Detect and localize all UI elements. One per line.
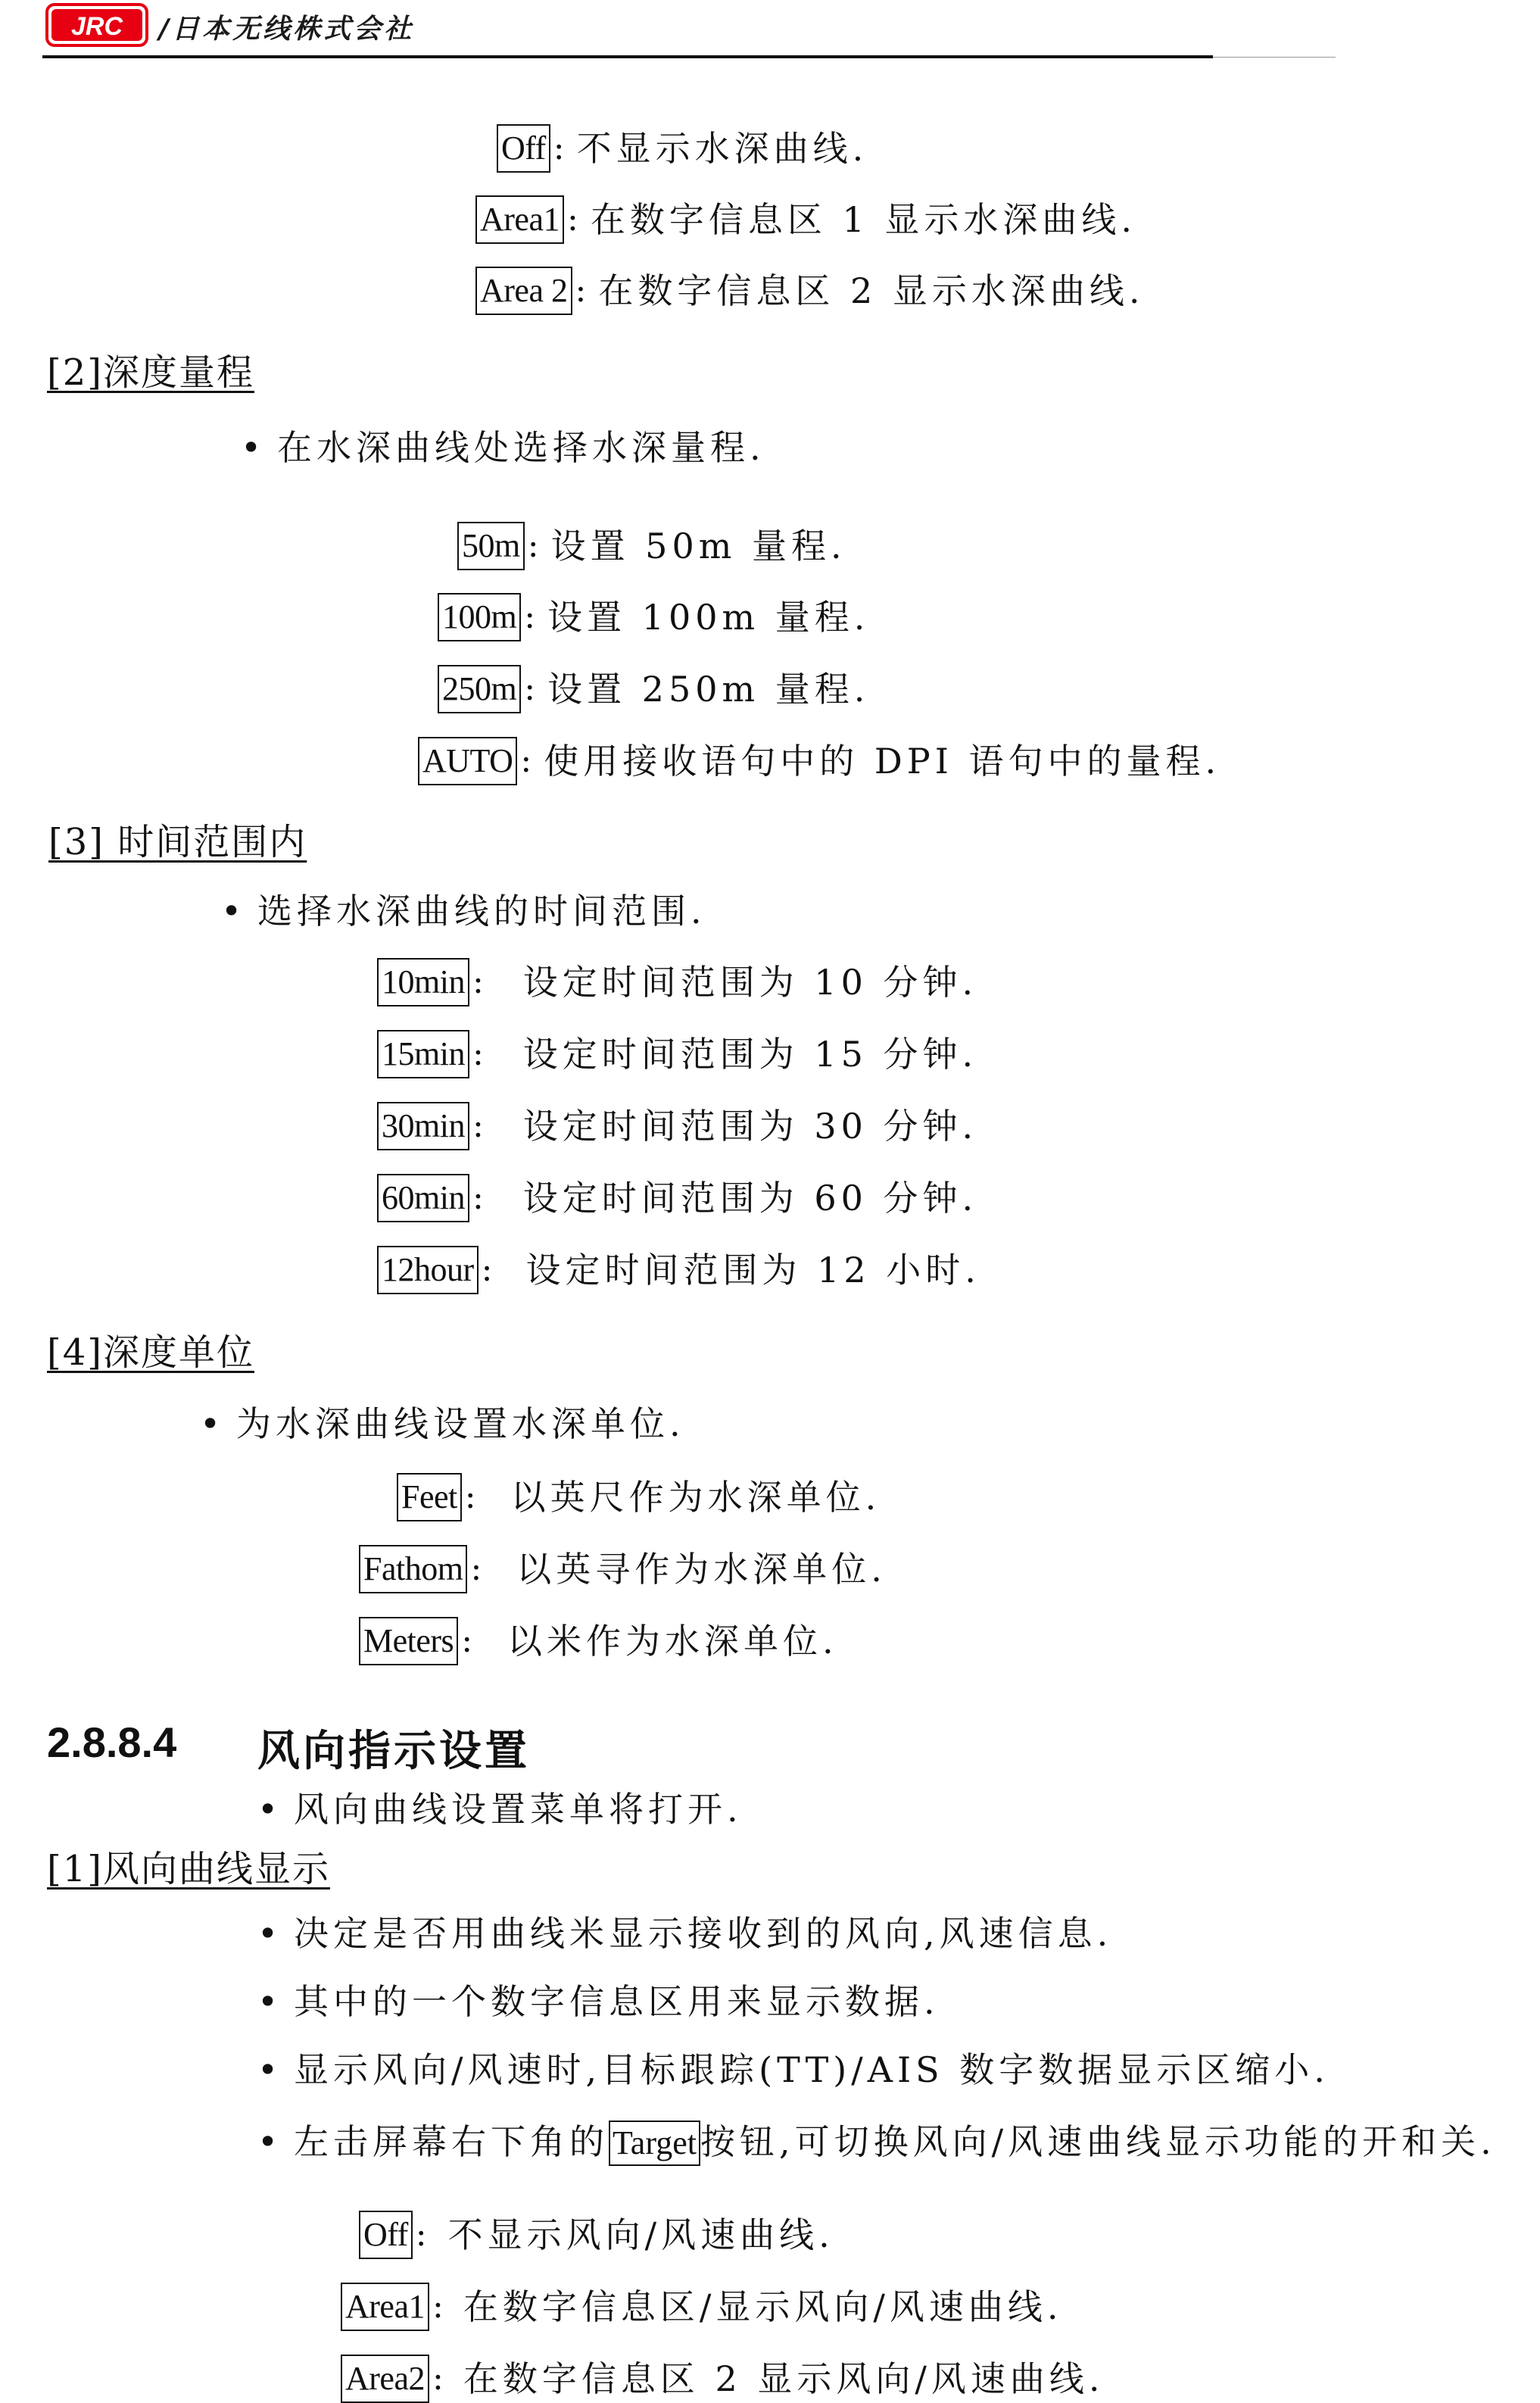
- option-desc: 在数字信息区 2 显示水深曲线.: [598, 270, 1145, 311]
- bullet-depth-range: • 在水深曲线处选择水深量程.: [241, 427, 765, 468]
- option-row: Off : 不显示水深曲线.: [497, 125, 868, 172]
- option-desc: 以英尺作为水深单位.: [510, 1477, 881, 1518]
- option-row: 250m : 设置 250m 量程.: [438, 666, 869, 713]
- option-key: AUTO: [418, 737, 517, 785]
- option-desc: 不显示风向/风速曲线.: [447, 2214, 834, 2255]
- option-row: Area 2 : 在数字信息区 2 显示水深曲线.: [475, 267, 1144, 314]
- option-key: Off: [359, 2211, 413, 2259]
- option-desc: 设定时间范围为 15 分钟.: [522, 1034, 978, 1075]
- option-key: 250m: [438, 665, 521, 713]
- bullet-depth-unit: • 为水深曲线设置水深单位.: [200, 1403, 685, 1444]
- heading-depth-unit: [4]深度单位: [47, 1331, 254, 1374]
- option-row: Feet : 以英尺作为水深单位.: [397, 1474, 881, 1521]
- option-row: 100m : 设置 100m 量程.: [438, 594, 869, 641]
- bullet-wind-1: • 决定是否用曲线米显示接收到的风向,风速信息.: [257, 1913, 1113, 1954]
- option-desc: 设置 250m 量程.: [547, 669, 870, 710]
- bullet-wind-intro: • 风向曲线设置菜单将打开.: [257, 1789, 743, 1830]
- option-key: Area1: [475, 195, 564, 244]
- option-desc: 设定时间范围为 60 分钟.: [522, 1178, 978, 1219]
- company-name: /日本无线株式会社: [159, 14, 415, 45]
- option-desc: 设定时间范围为 10 分钟.: [522, 962, 978, 1003]
- option-desc: 设定时间范围为 12 小时.: [525, 1250, 980, 1290]
- section-number: 2.8.8.4: [47, 1718, 177, 1766]
- heading-depth-range: [2]深度量程: [47, 351, 254, 394]
- option-key: 100m: [438, 593, 521, 641]
- option-row: AUTO : 使用接收语句中的 DPI 语句中的量程.: [418, 738, 1220, 785]
- option-row: 50m : 设置 50m 量程.: [457, 523, 846, 570]
- option-desc: 在数字信息区 1 显示水深曲线.: [590, 199, 1136, 240]
- option-desc: 在数字信息区/显示风向/风速曲线.: [463, 2286, 1063, 2327]
- option-row: Off : 不显示风向/风速曲线.: [359, 2211, 834, 2258]
- option-desc: 在数字信息区 2 显示风向/风速曲线.: [463, 2358, 1105, 2399]
- option-key: 15min: [377, 1030, 469, 1078]
- option-key: 50m: [457, 522, 525, 570]
- jrc-logo: [45, 3, 148, 47]
- option-desc: 设定时间范围为 30 分钟.: [522, 1106, 978, 1147]
- option-key: 30min: [377, 1102, 469, 1150]
- option-desc: 不显示水深曲线.: [576, 128, 868, 169]
- option-key: 10min: [377, 958, 469, 1006]
- option-row: 12hour : 设定时间范围为 12 小时.: [377, 1247, 980, 1294]
- option-row: 60min : 设定时间范围为 60 分钟.: [377, 1175, 977, 1222]
- option-row: 30min : 设定时间范围为 30 分钟.: [377, 1103, 977, 1150]
- option-key: Area 2: [475, 267, 572, 315]
- header-divider: [42, 55, 1213, 58]
- option-row: 10min : 设定时间范围为 10 分钟.: [377, 959, 977, 1006]
- section-title: 风向指示设置: [257, 1727, 530, 1776]
- option-row: Area1 : 在数字信息区 1 显示水深曲线.: [475, 196, 1136, 243]
- option-key: 12hour: [377, 1246, 479, 1294]
- option-key: Area1: [341, 2283, 429, 2331]
- option-desc: 以英寻作为水深单位.: [516, 1549, 887, 1590]
- bullet-wind-3: • 显示风向/风速时,目标跟踪(TT)/AIS 数字数据显示区缩小.: [257, 2049, 1330, 2090]
- logo-text: JRC: [70, 12, 123, 41]
- bullet-time-range: • 选择水深曲线的时间范围.: [221, 891, 706, 932]
- option-row: Fathom : 以英寻作为水深单位.: [359, 1546, 887, 1593]
- bullet-wind-4: • 左击屏幕右下角的 Target 按钮,可切换风向/风速曲线显示功能的开和关.: [257, 2121, 1496, 2166]
- option-desc: 设置 100m 量程.: [547, 597, 870, 638]
- option-key: Off: [497, 124, 550, 173]
- option-row: Meters : 以米作为水深单位.: [359, 1618, 838, 1665]
- option-key: Meters: [359, 1617, 458, 1665]
- heading-time-range: [3] 时间范围内: [48, 821, 307, 863]
- option-desc: 以米作为水深单位.: [507, 1621, 838, 1662]
- option-desc: 设置 50m 量程.: [550, 526, 846, 566]
- option-desc: 使用接收语句中的 DPI 语句中的量程.: [544, 741, 1221, 782]
- option-row: Area1 : 在数字信息区/显示风向/风速曲线.: [341, 2283, 1062, 2330]
- heading-wind-display: [1]风向曲线显示: [47, 1848, 330, 1890]
- option-key: Fathom: [359, 1545, 467, 1593]
- option-row: 15min : 设定时间范围为 15 分钟.: [377, 1031, 977, 1078]
- option-key: Feet: [397, 1473, 462, 1521]
- option-row: Area2 : 在数字信息区 2 显示风向/风速曲线.: [341, 2355, 1104, 2402]
- option-key: Area2: [341, 2355, 429, 2403]
- option-key: 60min: [377, 1174, 469, 1222]
- target-button-label: Target: [609, 2121, 700, 2166]
- header-divider-tail: [1213, 57, 1336, 58]
- bullet-wind-2: • 其中的一个数字信息区用来显示数据.: [257, 1981, 940, 2022]
